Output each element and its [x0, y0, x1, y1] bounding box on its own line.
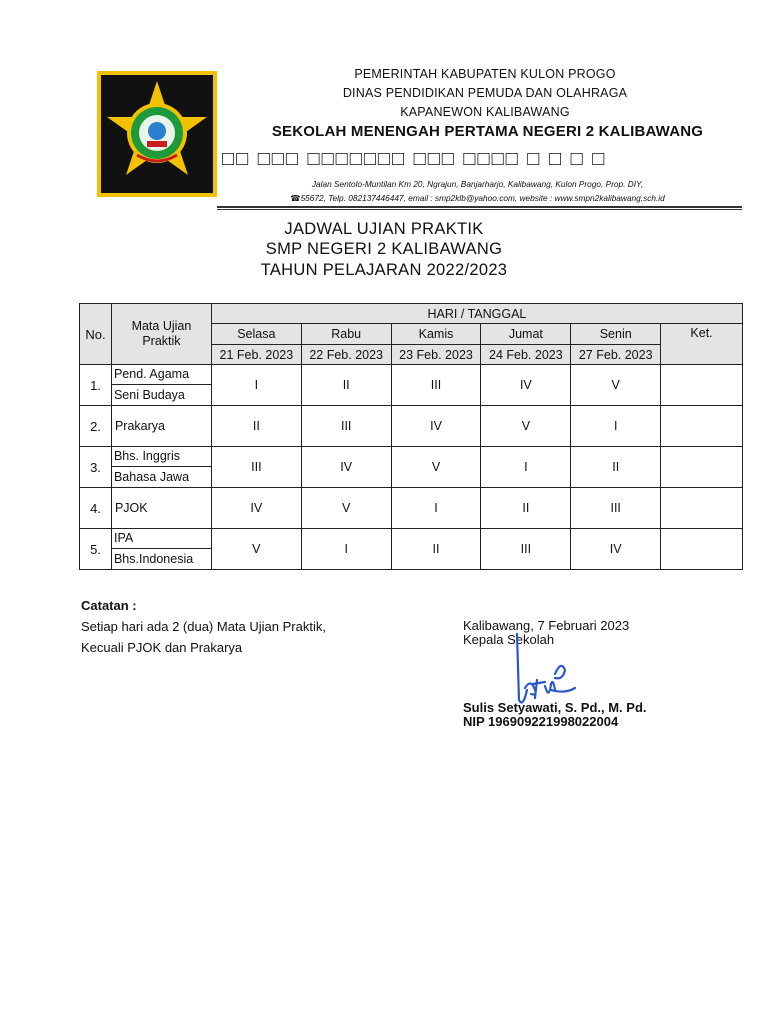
document-title: JADWAL UJIAN PRAKTIK — [284, 220, 484, 238]
subject-name: Bhs. Inggris — [112, 447, 211, 467]
table-row — [80, 488, 743, 529]
address-line: Jalan Sentolo-Muntilan Km 20, Ngrajun, Banjarharjo, Kalibawang, Kulon Progo, Prop. DIY, — [311, 179, 644, 189]
session-cell: I — [211, 365, 301, 406]
signatory-name: Sulis Setyawati, S. Pd., M. Pd. — [463, 700, 647, 715]
subject-cell — [111, 447, 211, 488]
ket-cell — [661, 447, 743, 488]
session-cell: V — [211, 529, 301, 570]
session-cell: II — [211, 406, 301, 447]
date-header: 24 Feb. 2023 — [481, 345, 571, 365]
table-row — [80, 365, 743, 406]
date-header: 27 Feb. 2023 — [571, 345, 661, 365]
notes-line-2: Kecuali PJOK dan Prakarya — [81, 640, 243, 655]
row-number: 1. — [80, 365, 112, 406]
date-header: 21 Feb. 2023 — [211, 345, 301, 365]
session-cell: V — [301, 488, 391, 529]
session-cell: V — [391, 447, 481, 488]
signature-place-date: Kalibawang, 7 Februari 2023 — [463, 618, 630, 633]
subject-name: Bhs.Indonesia — [113, 552, 194, 566]
session-cell: II — [301, 365, 391, 406]
day-header: Kamis — [391, 324, 481, 345]
subject-name: IPA — [112, 529, 211, 549]
column-header-subject: Mata Ujian Praktik — [111, 304, 211, 365]
column-group-day-date: HARI / TANGGAL — [211, 304, 742, 324]
date-header: 22 Feb. 2023 — [301, 345, 391, 365]
session-cell: I — [391, 488, 481, 529]
contact-line: ☎55672, Telp. 082137446447, email : smp2klb@yahoo.com, website : www.smpn2kalibawang.sch.id — [290, 193, 665, 203]
row-number: 2. — [80, 406, 112, 447]
session-cell: I — [571, 406, 661, 447]
subject-cell — [111, 529, 211, 570]
session-cell: II — [391, 529, 481, 570]
session-cell: IV — [301, 447, 391, 488]
academic-year: TAHUN PELAJARAN 2022/2023 — [260, 261, 508, 279]
day-header: Jumat — [481, 324, 571, 345]
day-header: Rabu — [301, 324, 391, 345]
signatory-nip: NIP 196909221998022004 — [463, 714, 619, 729]
ket-cell — [661, 529, 743, 570]
subject-name: Bahasa Jawa — [113, 470, 190, 484]
signature-position: Kepala Sekolah — [463, 632, 555, 647]
session-cell: V — [481, 406, 571, 447]
session-cell: III — [571, 488, 661, 529]
department-line: DINAS PENDIDIKAN PEMUDA DAN OLAHRAGA — [342, 86, 628, 100]
row-number: 4. — [80, 488, 112, 529]
session-cell: III — [391, 365, 481, 406]
notes-line-1: Setiap hari ada 2 (dua) Mata Ujian Praktik, — [81, 619, 326, 634]
column-header-no: No. — [80, 304, 112, 365]
school-emblem-icon — [97, 71, 217, 197]
session-cell: IV — [211, 488, 301, 529]
school-name: SEKOLAH MENENGAH PERTAMA NEGERI 2 KALIBAWANG — [271, 123, 704, 140]
session-cell: II — [571, 447, 661, 488]
table-row — [80, 529, 743, 570]
day-header: Senin — [571, 324, 661, 345]
table-row — [80, 447, 743, 488]
session-cell: IV — [481, 365, 571, 406]
subject-name: Prakarya — [111, 406, 211, 447]
row-number: 3. — [80, 447, 112, 488]
session-cell: III — [211, 447, 301, 488]
column-header-ket: Ket. — [661, 324, 743, 365]
ket-cell — [661, 365, 743, 406]
exam-schedule-table — [79, 303, 743, 570]
session-cell: III — [301, 406, 391, 447]
session-cell: IV — [571, 529, 661, 570]
subject-name: PJOK — [111, 488, 211, 529]
session-cell: I — [301, 529, 391, 570]
letterhead-rule-thin — [217, 209, 742, 210]
government-line: PEMERINTAH KABUPATEN KULON PROGO — [354, 67, 616, 81]
table-row — [80, 406, 743, 447]
ket-cell — [661, 406, 743, 447]
district-line: KAPANEWON KALIBAWANG — [400, 105, 570, 119]
subject-cell — [111, 365, 211, 406]
ket-cell — [661, 488, 743, 529]
session-cell: IV — [391, 406, 481, 447]
session-cell: III — [481, 529, 571, 570]
date-header: 23 Feb. 2023 — [391, 345, 481, 365]
session-cell: V — [571, 365, 661, 406]
document-subtitle: SMP NEGERI 2 KALIBAWANG — [265, 240, 503, 258]
notes-heading: Catatan : — [81, 598, 137, 613]
subject-name: Pend. Agama — [112, 365, 211, 385]
letterhead-rule — [217, 206, 742, 208]
javanese-script-line: □□ □□□ □□□□□□□ □□□ □□□□ □ □ □ □ — [222, 148, 607, 170]
session-cell: II — [481, 488, 571, 529]
session-cell: I — [481, 447, 571, 488]
row-number: 5. — [80, 529, 112, 570]
subject-name: Seni Budaya — [113, 388, 185, 402]
day-header: Selasa — [211, 324, 301, 345]
